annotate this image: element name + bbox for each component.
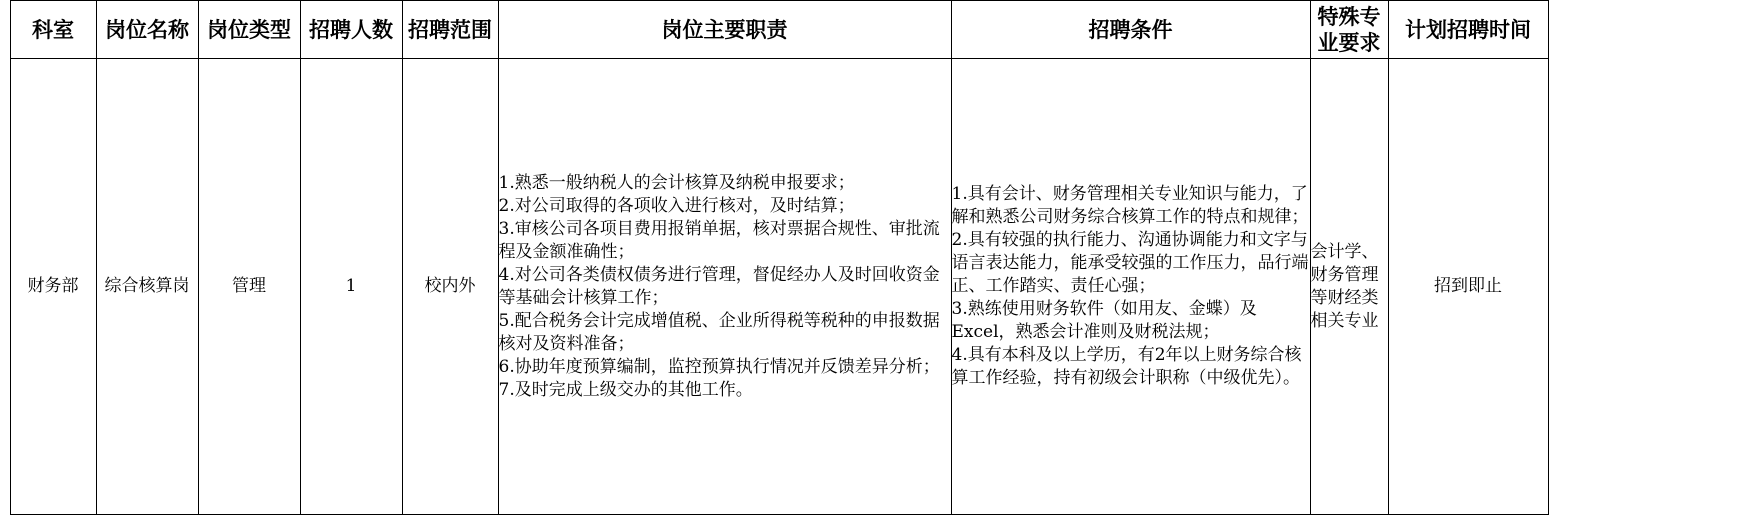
header-row <box>0 1 1573 59</box>
duty-item: 2.对公司取得的各项收入进行核对，及时结算； <box>498 195 855 216</box>
duty-item: 4.对公司各类债权债务进行管理，督促经办人及时回收资金等基础会计核算工作； <box>498 264 940 308</box>
cell-duties <box>498 59 951 515</box>
cell-special-major: 会计学、财务管理等财经类相关专业 <box>1310 59 1388 515</box>
header-duties: 岗位主要职责 <box>498 1 951 59</box>
cell-position-type: 管理 <box>198 59 300 515</box>
cell-position-name: 综合核算岗 <box>96 59 198 515</box>
cell-headcount: 1 <box>300 59 402 515</box>
header-special-major: 特殊专业要求 <box>1310 1 1388 59</box>
header-position-type: 岗位类型 <box>198 1 300 59</box>
cell-requirements <box>951 59 1310 515</box>
header-scope: 招聘范围 <box>402 1 498 59</box>
header-headcount: 招聘人数 <box>300 1 402 59</box>
trailing-gutter <box>1548 1 1573 59</box>
cell-plan-time: 招到即止 <box>1388 59 1548 515</box>
requirement-item: 4.具有本科及以上学历，有2年以上财务综合核算工作经验，持有初级会计职称（中级优先）。 <box>951 345 1302 388</box>
duty-item: 3.审核公司各项目费用报销单据，核对票据合规性、审批流程及金额准确性； <box>498 218 940 262</box>
duty-item: 6.协助年度预算编制，监控预算执行情况并反馈差异分析； <box>498 356 940 377</box>
requirement-item: 3.熟练使用财务软件（如用友、金蝶）及Excel，熟悉会计准则及财税法规； <box>951 299 1257 342</box>
gutter-cell <box>0 1 10 59</box>
duty-item: 1.熟悉一般纳税人的会计核算及纳税申报要求； <box>498 172 855 193</box>
header-plan-time: 计划招聘时间 <box>1388 1 1548 59</box>
duty-item: 5.配合税务会计完成增值税、企业所得税等税种的申报数据核对及资料准备； <box>498 310 940 354</box>
header-dept: 科室 <box>10 1 96 59</box>
cell-dept: 财务部 <box>10 59 96 515</box>
cell-scope: 校内外 <box>402 59 498 515</box>
gutter-cell <box>0 59 10 515</box>
trailing-gutter <box>1548 59 1573 515</box>
header-position-name: 岗位名称 <box>96 1 198 59</box>
header-requirements: 招聘条件 <box>951 1 1310 59</box>
duty-item: 7.及时完成上级交办的其他工作。 <box>498 379 753 400</box>
table-row <box>0 59 1573 515</box>
requirement-item: 2.具有较强的执行能力、沟通协调能力和文字与语言表达能力，能承受较强的工作压力，品行端正、工作踏实、责任心强； <box>951 230 1309 296</box>
requirement-item: 1.具有会计、财务管理相关专业知识与能力，了解和熟悉公司财务综合核算工作的特点和规律； <box>951 184 1309 227</box>
